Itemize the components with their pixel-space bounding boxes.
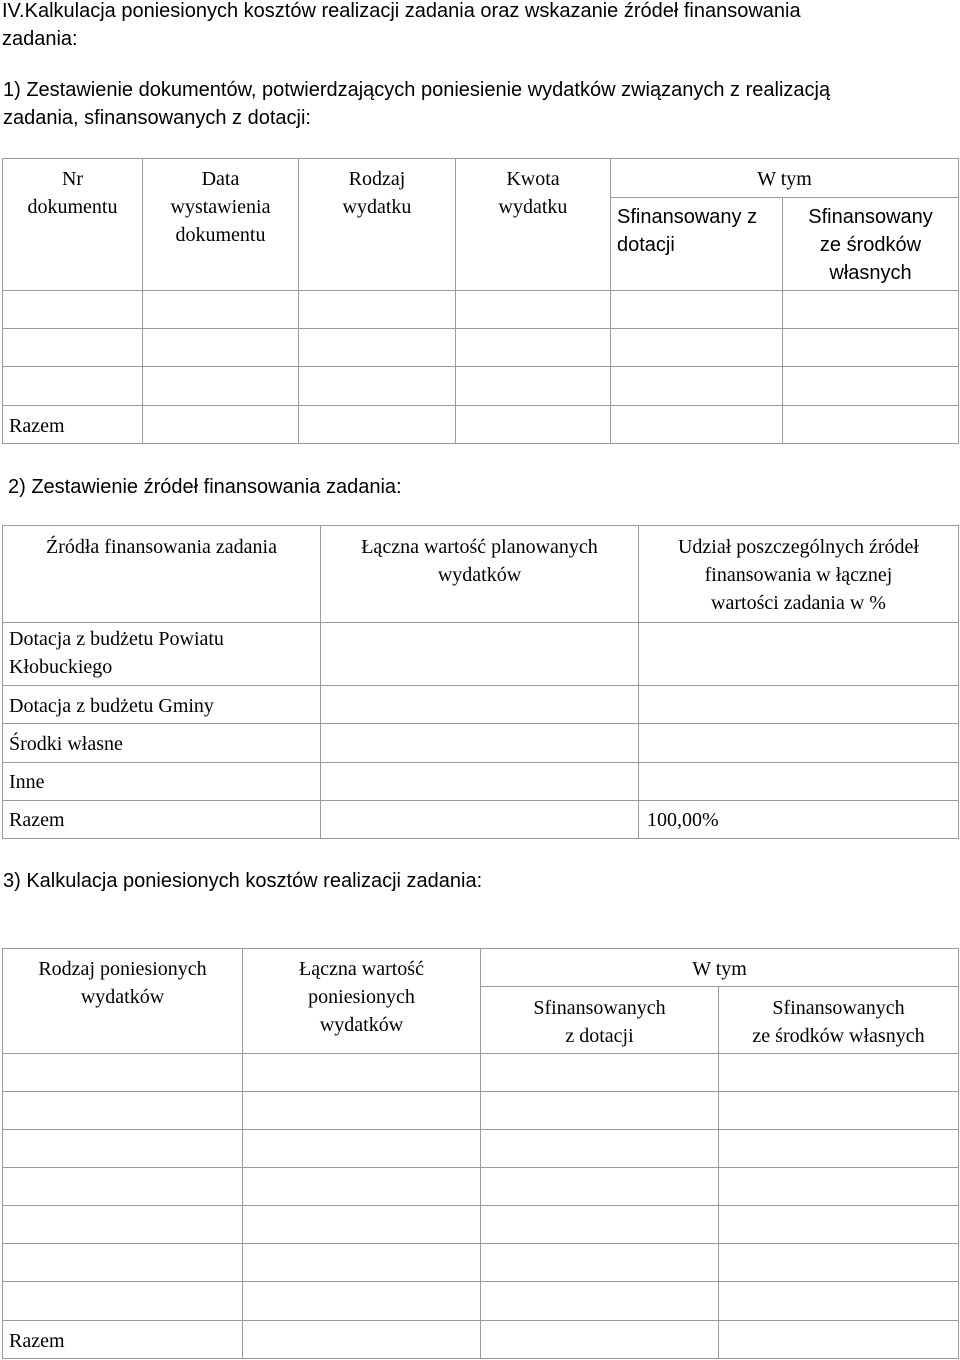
table-cell [639, 686, 959, 724]
table-cell [783, 329, 959, 367]
table-cell [639, 763, 959, 801]
table-row [3, 1206, 959, 1244]
table-header-row [3, 159, 959, 198]
table-row [3, 1054, 959, 1092]
total-share-percent: 100,00% [639, 801, 959, 839]
source-label: Dotacja z budżetu Powiatu Kłobuckiego [3, 623, 321, 686]
table-header-row [3, 526, 959, 623]
header-expense-type: Rodzaj wydatku [299, 159, 456, 291]
header-expense-type: Rodzaj poniesionych wydatków [3, 949, 243, 1054]
table-cell [3, 1168, 243, 1206]
table-cell [321, 686, 639, 724]
table-cell [3, 1244, 243, 1282]
table-cell [143, 367, 299, 406]
documents-table [2, 158, 959, 444]
header-issue-date: Data wystawienia dokumentu [143, 159, 299, 291]
table-cell [611, 406, 783, 444]
table-cell [481, 1244, 719, 1282]
table-row [3, 1168, 959, 1206]
table-cell [243, 1130, 481, 1168]
table-row [3, 724, 959, 763]
table-cell [719, 1282, 959, 1321]
table-row [3, 623, 959, 686]
table-cell [481, 1206, 719, 1244]
table-cell [243, 1092, 481, 1130]
table-cell [456, 406, 611, 444]
total-label: Razem [3, 801, 321, 839]
header-planned-total: Łączna wartość planowanych wydatków [321, 526, 639, 623]
table-cell [3, 367, 143, 406]
table-cell [719, 1130, 959, 1168]
table-cell [719, 1168, 959, 1206]
table-cell [3, 1054, 243, 1092]
table-cell [481, 1282, 719, 1321]
table-cell [299, 291, 456, 329]
table-cell [299, 406, 456, 444]
table-cell [719, 1321, 959, 1359]
table-cell [243, 1321, 481, 1359]
table-cell [783, 291, 959, 329]
table-cell [3, 291, 143, 329]
table-cell [243, 1282, 481, 1321]
table-cell [321, 724, 639, 763]
header-doc-number: Nr dokumentu [3, 159, 143, 291]
table-cell [321, 763, 639, 801]
table-row [3, 1092, 959, 1130]
total-row [3, 406, 959, 444]
table-cell [481, 1130, 719, 1168]
table-row [3, 763, 959, 801]
header-from-grant: Sfinansowany z dotacji [611, 198, 783, 291]
table-row [3, 1282, 959, 1321]
header-share-percent: Udział poszczególnych źródeł finansowania w łącznej wartości zadania w % [639, 526, 959, 623]
table-row [3, 291, 959, 329]
table-cell [299, 329, 456, 367]
header-from-own-funds: Sfinansowanych ze środków własnych [719, 987, 959, 1054]
table-cell [639, 623, 959, 686]
table-cell [611, 367, 783, 406]
table-cell [719, 1054, 959, 1092]
table-cell [456, 329, 611, 367]
table-cell [719, 1206, 959, 1244]
table-cell [456, 367, 611, 406]
table-cell [143, 291, 299, 329]
table-cell [719, 1092, 959, 1130]
funding-sources-table [2, 525, 959, 839]
header-of-which: W tym [481, 949, 959, 987]
table-cell [719, 1244, 959, 1282]
header-from-own-funds: Sfinansowany ze środków własnych [783, 198, 959, 291]
table-cell [481, 1054, 719, 1092]
table-row [3, 1244, 959, 1282]
section3-heading: 3) Kalkulacja poniesionych kosztów realizacji zadania: [3, 870, 483, 892]
total-row [3, 1321, 959, 1359]
header-from-grant: Sfinansowanych z dotacji [481, 987, 719, 1054]
table-cell [456, 291, 611, 329]
table-cell [783, 367, 959, 406]
total-row [3, 801, 959, 839]
table-cell [143, 329, 299, 367]
table-cell [143, 406, 299, 444]
header-total-incurred: Łączna wartość poniesionych wydatków [243, 949, 481, 1054]
table-row [3, 686, 959, 724]
table-cell [3, 1130, 243, 1168]
table-cell [321, 801, 639, 839]
section2-heading: 2) Zestawienie źródeł finansowania zadania: [8, 476, 402, 498]
table-cell [481, 1168, 719, 1206]
table-row [3, 1130, 959, 1168]
table-cell [3, 1282, 243, 1321]
table-cell [481, 1321, 719, 1359]
incurred-costs-table [2, 948, 959, 1359]
table-cell [243, 1054, 481, 1092]
header-expense-amount: Kwota wydatku [456, 159, 611, 291]
table-cell [3, 329, 143, 367]
header-of-which: W tym [611, 159, 959, 198]
table-row [3, 329, 959, 367]
table-cell [3, 1092, 243, 1130]
table-cell [243, 1168, 481, 1206]
table-cell [321, 623, 639, 686]
source-label: Dotacja z budżetu Gminy [3, 686, 321, 724]
source-label: Inne [3, 763, 321, 801]
table-header-row [3, 949, 959, 987]
header-source: Źródła finansowania zadania [3, 526, 321, 623]
source-label: Środki własne [3, 724, 321, 763]
table-cell [243, 1244, 481, 1282]
table-cell [481, 1092, 719, 1130]
table-cell [3, 1206, 243, 1244]
table-cell [299, 367, 456, 406]
total-label: Razem [3, 1321, 243, 1359]
total-label: Razem [3, 406, 143, 444]
document-title: IV.Kalkulacja poniesionych kosztów realizacji zadania oraz wskazanie źródeł finansowania zadania: [2, 0, 801, 50]
table-cell [639, 724, 959, 763]
table-row [3, 367, 959, 406]
table-cell [783, 406, 959, 444]
section1-heading: 1) Zestawienie dokumentów, potwierdzających poniesienie wydatków związanych z realizacją zadania, sfinansowanych z dotacji: [3, 79, 831, 129]
table-cell [611, 291, 783, 329]
table-cell [611, 329, 783, 367]
table-cell [243, 1206, 481, 1244]
